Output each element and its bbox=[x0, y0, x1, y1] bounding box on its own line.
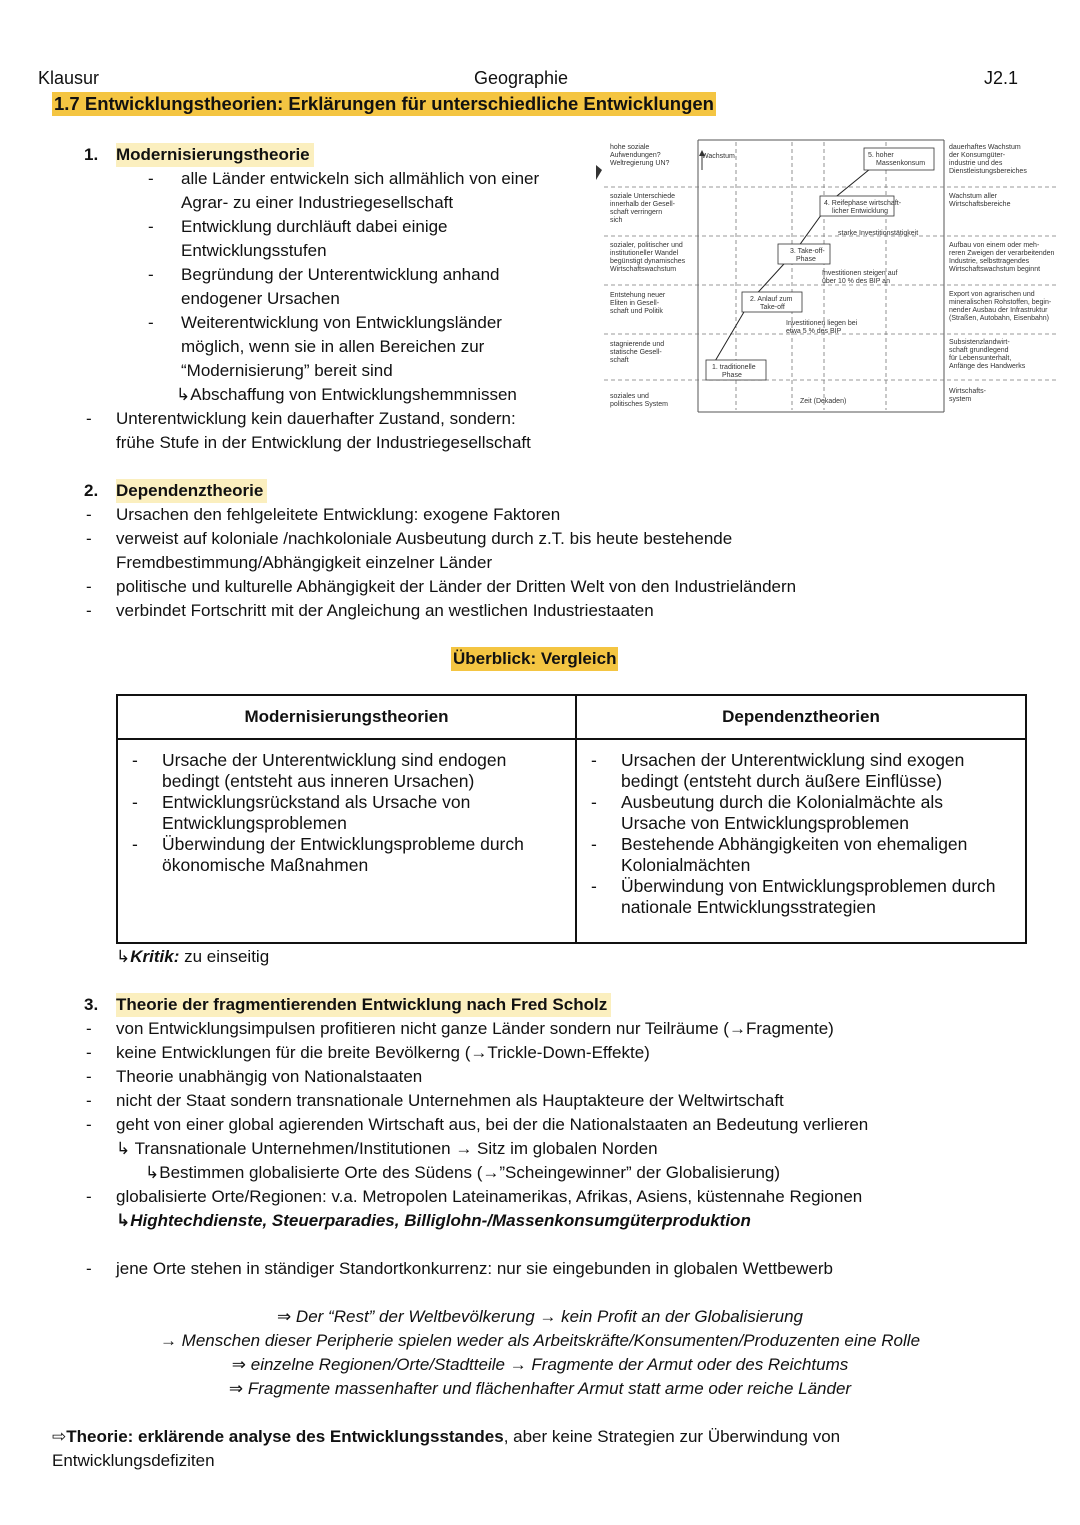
diagram-left-row-6: soziales und politisches System bbox=[610, 393, 668, 408]
diagram-right-row-1: dauerhaftes Wachstum der Konsumgüter-industrie und des Dienstleistungsbereiches bbox=[949, 144, 1027, 175]
conclusion-1: ⇒ Der “Rest” der Weltbevölkerung → kein Profit an der Globalisierung bbox=[276, 1307, 804, 1326]
s1-outer-line-2: frühe Stufe in der Entwicklung der Industriegesellschaft bbox=[116, 433, 531, 452]
s3-dash: - bbox=[86, 1091, 92, 1110]
table-header-modernization: Modernisierungstheorien bbox=[117, 695, 576, 739]
diagram-note-1: Investitionen liegen bei etwa 5 % des BIP bbox=[786, 320, 858, 335]
table-item: - Bestehende Abhängigkeiten von ehemaligen Kolonialmächten bbox=[621, 834, 1011, 876]
s3-line-4: nicht der Staat sondern transnationale Unternehmen als Hauptakteure der Weltwirtschaft bbox=[116, 1091, 784, 1110]
s1-number: 1. bbox=[84, 145, 99, 164]
s1-bullet-4-line-3: “Modernisierung” bereit sind bbox=[181, 361, 393, 380]
diagram-left-row-4: Entstehung neuer Eliten in Gesell-schaft und Politik bbox=[610, 292, 666, 315]
table-item: - Ursache der Unterentwicklung sind endogen bedingt (entsteht aus inneren Ursachen) bbox=[162, 750, 561, 792]
s2-line-3: Fremdbestimmung/Abhängigkeit einzelner Länder bbox=[116, 553, 493, 572]
s3-dash: - bbox=[86, 1067, 92, 1086]
s2-line-1: Ursachen den fehlgeleitete Entwicklung: exogene Faktoren bbox=[116, 505, 561, 524]
s2-line-5: verbindet Fortschritt mit der Angleichung an westlichen Industriestaaten bbox=[116, 601, 654, 620]
s2-dash: - bbox=[86, 505, 92, 524]
s3-line-7: jene Orte stehen in ständiger Standortkonkurrenz: nur sie eingebunden in globalen Wettbewerb bbox=[116, 1259, 833, 1278]
diagram-left-row-5: stagnierende und statische Gesell-schaft bbox=[610, 341, 665, 364]
s2-line-2: verweist auf koloniale /nachkoloniale Ausbeutung durch z.T. bis heute bestehende bbox=[116, 529, 733, 548]
diagram-note-3: starke Investitionstätigkeit bbox=[838, 230, 919, 237]
diagram-left-row-3: sozialer, politischer und institutioneller Wandel begünstigt dynamisches Wirtschaftswachstum bbox=[610, 242, 686, 273]
s3-dash: - bbox=[86, 1019, 92, 1038]
s1-bullet-2-line-1: Entwicklung durchläuft dabei einige bbox=[181, 217, 448, 236]
section-title: 1.7 Entwicklungstheorien: Erklärungen für unterschiedliche Entwicklungen bbox=[54, 93, 714, 114]
diagram-x-axis-label: Zeit (Dekaden) bbox=[800, 398, 847, 405]
s2-dash: - bbox=[86, 601, 92, 620]
s3-line-2: keine Entwicklungen für die breite Bevölkerng (→Trickle-Down-Effekte) bbox=[116, 1043, 650, 1062]
s3-line-1: von Entwicklungsimpulsen profitieren nicht ganze Länder sondern nur Teilräume (→Fragmente) bbox=[116, 1019, 834, 1038]
diagram-left-row-2: soziale Unterschiede innerhalb der Gesell-schaft verringern sich bbox=[610, 193, 675, 224]
table-item: - Überwindung der Entwicklungsprobleme durch ökonomische Maßnahmen bbox=[162, 834, 561, 876]
comparison-table bbox=[116, 694, 1027, 944]
header-center: Geographie bbox=[474, 68, 569, 88]
s1-dash: - bbox=[148, 217, 154, 236]
diagram-right-row-4: Export von agrarischen und mineralischen Rohstoffen, begin-nender Ausbau der Infrastruktur (Straßen, Autobahn, Eisenbahn) bbox=[949, 291, 1052, 322]
s3-dash: - bbox=[86, 1187, 92, 1206]
s2-dash: - bbox=[86, 529, 92, 548]
diagram-phase-1: 1. traditionelle Phase bbox=[712, 364, 756, 379]
kritik-label: Kritik: bbox=[130, 947, 180, 966]
diagram-phase-2: 2. Anlauf zum Take-off bbox=[750, 296, 793, 311]
diagram-right-row-5: Subsistenzlandwirt-schaft grundlegend für Lebensunterhalt, Anfänge des Handwerks bbox=[949, 339, 1026, 370]
s3-line-6: globalisierte Orte/Regionen: v.a. Metropolen Lateinamerikas, Afrikas, Asiens, küstennahe Regionen bbox=[116, 1187, 863, 1206]
table-item: - Ursachen der Unterentwicklung sind exogen bedingt (entsteht durch äußere Einflüsse) bbox=[621, 750, 1011, 792]
final-bold: Theorie: erklärende analyse des Entwicklungsstandes bbox=[66, 1427, 504, 1446]
s2-title: Dependenztheorie bbox=[116, 479, 267, 503]
s1-dash: - bbox=[148, 169, 154, 188]
s3-dash: - bbox=[86, 1115, 92, 1134]
s3-sub-3: ↳Hightechdienste, Steuerparadies, Billiglohn-/Massenkonsumgüterproduktion bbox=[116, 1211, 751, 1230]
table-item: - Ausbeutung durch die Kolonialmächte als Ursache von Entwicklungsproblemen bbox=[621, 792, 1011, 834]
diagram-phase-5: 5. hoher Massenkonsum bbox=[868, 152, 926, 167]
kritik-line bbox=[116, 945, 269, 969]
final-rest: , aber keine Strategien zur Überwindung von bbox=[503, 1427, 841, 1446]
overview-title: Überblick: Vergleich bbox=[451, 647, 618, 671]
kritik-arrow: ↳ bbox=[116, 947, 131, 966]
diagram-left-row-1: hohe soziale Aufwendungen? Weltregierung UN? bbox=[610, 144, 670, 167]
diagram-note-2: Investitionen steigen auf über 10 % des BIP an bbox=[822, 270, 898, 285]
diagram-phase-4: 4. Reifephase wirtschaft-licher Entwicklung bbox=[824, 200, 902, 215]
s2-line-4: politische und kulturelle Abhängigkeit der Länder der Dritten Welt von den Industrieländern bbox=[116, 577, 797, 596]
s1-outer-line-1: Unterentwicklung kein dauerhafter Zustand, sondern: bbox=[116, 409, 516, 428]
final-statement-line-1 bbox=[52, 1425, 840, 1449]
s1-bullet-4-line-1: Weiterentwicklung von Entwicklungsländer bbox=[181, 313, 502, 332]
diagram-phase-3: 3. Take-off-Phase bbox=[790, 248, 825, 263]
s3-number: 3. bbox=[84, 995, 99, 1014]
s1-bullet-1-line-1: alle Länder entwickeln sich allmählich von einer bbox=[181, 169, 540, 188]
header-left: Klausur bbox=[38, 68, 100, 88]
table-cell-dependency bbox=[576, 739, 1026, 943]
s1-bullet-3-line-1: Begründung der Unterentwicklung anhand bbox=[181, 265, 500, 284]
conclusion-4: ⇒ Fragmente massenhafter und flächenhafter Armut statt arme oder reiche Länder bbox=[228, 1379, 852, 1398]
diagram-right-row-3: Aufbau von einem oder meh-reren Zweigen der verarbeitenden Industrie, selbsttragendes Wirtschaftswachstum beginnt bbox=[949, 242, 1055, 273]
s1-bullet-2-line-2: Entwicklungsstufen bbox=[181, 241, 327, 260]
s3-dash: - bbox=[86, 1259, 92, 1278]
s3-dash: - bbox=[86, 1043, 92, 1062]
final-statement-line-2: Entwicklungsdefiziten bbox=[52, 1451, 215, 1470]
s1-bullet-3-line-2: endogener Ursachen bbox=[181, 289, 340, 308]
s3-sub-1: ↳ Transnationale Unternehmen/Institutionen → Sitz im globalen Norden bbox=[116, 1139, 658, 1158]
header-right: J2.1 bbox=[984, 68, 1019, 88]
s3-sub-2: ↳Bestimmen globalisierte Orte des Südens (→”Scheingewinner” der Globalisierung) bbox=[145, 1163, 781, 1182]
s1-title: Modernisierungstheorie bbox=[116, 143, 314, 167]
diagram-right-row-2: Wachstum aller Wirtschaftsbereiche bbox=[949, 193, 1011, 208]
s3-line-3: Theorie unabhängig von Nationalstaaten bbox=[116, 1067, 423, 1086]
table-item: - Überwindung von Entwicklungsproblemen durch nationale Entwicklungsstrategien bbox=[621, 876, 1011, 918]
final-arrow: ⇨ bbox=[52, 1427, 67, 1446]
s1-outer-dash: - bbox=[86, 409, 92, 428]
s1-dash: - bbox=[148, 313, 154, 332]
s2-dash: - bbox=[86, 577, 92, 596]
conclusion-3: ⇒ einzelne Regionen/Orte/Stadtteile → Fragmente der Armut oder des Reichtums bbox=[231, 1355, 849, 1374]
table-cell-modernization bbox=[117, 739, 576, 943]
kritik-text: zu einseitig bbox=[179, 947, 270, 966]
diagram-y-axis-label: Wachstum bbox=[702, 153, 735, 160]
table-item: - Entwicklungsrückstand als Ursache von Entwicklungsproblemen bbox=[162, 792, 561, 834]
rostow-stages-diagram bbox=[596, 130, 1062, 422]
s3-title: Theorie der fragmentierenden Entwicklung nach Fred Scholz bbox=[116, 993, 611, 1017]
conclusion-2: → Menschen dieser Peripherie spielen weder als Arbeitskräfte/Konsumenten/Produzenten eine Rolle bbox=[159, 1331, 921, 1350]
table-header-dependency: Dependenztheorien bbox=[576, 695, 1026, 739]
s1-arrow-note: ↳Abschaffung von Entwicklungshemmnissen bbox=[176, 385, 517, 404]
s1-bullet-1-line-2: Agrar- zu einer Industriegesellschaft bbox=[181, 193, 454, 212]
s2-number: 2. bbox=[84, 481, 99, 500]
s1-bullet-4-line-2: möglich, wenn sie in allen Bereichen zur bbox=[181, 337, 485, 356]
s1-dash: - bbox=[148, 265, 154, 284]
s3-line-5: geht von einer global agierenden Wirtschaft aus, bei der die Nationalstaaten an Bedeutung verlieren bbox=[116, 1115, 869, 1134]
diagram-right-row-6: Wirtschafts-system bbox=[949, 388, 986, 403]
